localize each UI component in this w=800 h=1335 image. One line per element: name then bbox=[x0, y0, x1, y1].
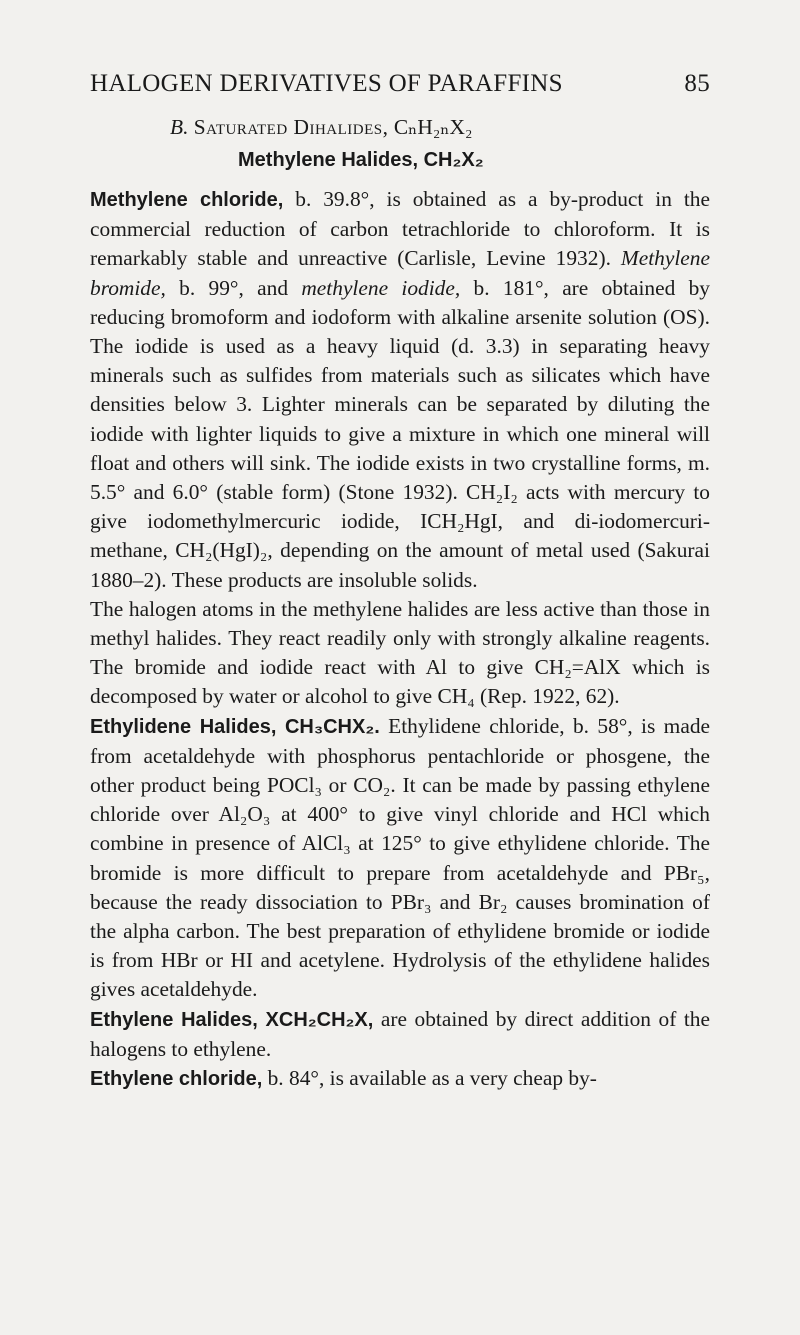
paragraph-ethylene-halides bbox=[90, 1005, 710, 1064]
page-number: 85 bbox=[684, 70, 710, 97]
italic-term: Methylene bromide, bbox=[90, 246, 710, 300]
running-head-title: HALOGEN DERIVATIVES OF PARAFFINS bbox=[90, 70, 563, 97]
paragraph-text: b. 84°, is available as a very cheap by- bbox=[262, 1066, 597, 1091]
paragraph-text: b. 99°, and bbox=[165, 275, 302, 300]
paragraph-ethylidene-halides bbox=[90, 712, 710, 1005]
section-name: Saturated Dihalides, bbox=[193, 115, 389, 139]
paragraph-methylene-chloride bbox=[90, 185, 710, 595]
section-heading bbox=[90, 113, 710, 146]
lead-term: Ethylidene Halides, CH₃CHX₂. bbox=[90, 715, 380, 738]
subheading-methylene-halides: Methylene Halides, CH₂X₂ bbox=[238, 149, 484, 171]
paragraph-text: Ethylidene chloride, b. 58°, is made from acetaldehyde with phosphorus pentachloride or phosgene, the other product being POCl₃ or CO₂. It can be made by passing ethylene chloride over Al₂O₃ at 400° to give vinyl chloride and HCl which combine in presence of AlCl₃ at 125° to give ethylidene chloride. The bromide is more difficult to prepare from acetaldehyde and PBr₅, because the ready dissociation to PBr₃ and Br₂ causes bromination of the alpha carbon. The best preparation of ethylidene bromide or iodide is from HBr or HI and acetylene. Hydrolysis of the ethylidene halides gives acetaldehyde. bbox=[90, 713, 711, 1002]
paragraph-text: are obtained by direct addition of the halogens to ethylene. bbox=[90, 1006, 710, 1061]
lead-term: Ethylene chloride, bbox=[90, 1068, 263, 1091]
paragraph-halogen-activity bbox=[90, 595, 710, 712]
lead-term: Ethylene Halides, XCH₂CH₂X, bbox=[90, 1008, 374, 1031]
lead-term: Methylene chloride, bbox=[90, 189, 284, 211]
paragraph-ethylene-chloride bbox=[90, 1064, 710, 1094]
page-content bbox=[90, 113, 710, 1094]
section-letter: B. bbox=[170, 115, 189, 139]
section-formula: CₙH₂ₙX₂ bbox=[393, 115, 473, 139]
italic-term: methylene iodide, bbox=[301, 275, 461, 300]
paragraph-text: The halogen atoms in the methylene halides are less active than those in methyl halides. They react readily only with strongly alkaline reagents. The bromide and iodide react with Al to give CH₂=AlX which is decomposed by water or alcohol to give CH₄ (Rep. 1922, 62). bbox=[90, 596, 710, 709]
paragraph-text: b. 39.8°, is obtained as a by-product in the commercial reduction of carbon tetrachloride to chloroform. It is remarkably stable and unreactive (Carlisle, Levine 1932). bbox=[90, 187, 710, 271]
paragraph-text: b. 181°, are obtained by reducing bromoform and iodoform with alkaline arsenite solution (OS). The iodide is used as a heavy liquid (d. 3.3) in separating heavy minerals such as sulfides from materials such as silicates which have densities below 3. Lighter minerals can be separated by diluting the iodide with lighter liquids to give a mixture in which one mineral will float and others will sink. The iodide exists in two crystalline forms, m. 5.5° and 6.0° (stable form) (Stone 1932). CH₂I₂ acts with mercury to give iodomethylmercuric iodide, ICH₂HgI, and di-iodomercuri-methane, CH₂(HgI)₂, depending on the amount of metal used (Sakurai 1880–2). These products are insoluble solids. bbox=[90, 275, 710, 592]
